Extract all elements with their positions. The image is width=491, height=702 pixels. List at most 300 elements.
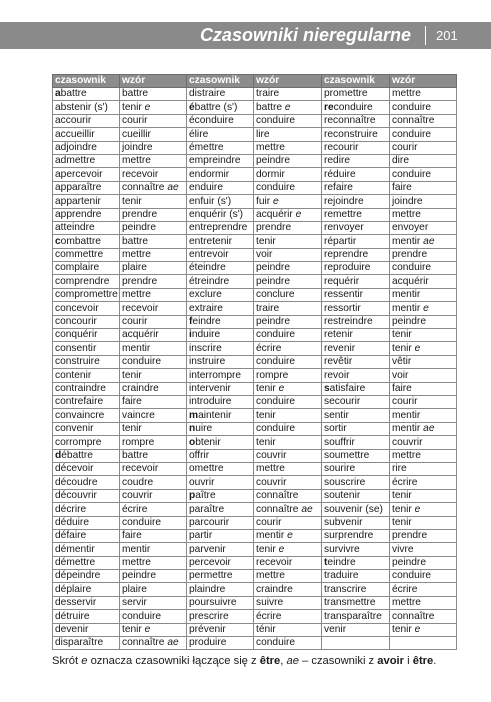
table-cell-pattern: connaître ae (120, 181, 187, 194)
table-cell-pattern: peindre (120, 570, 187, 583)
table-cell-pattern: mettre (390, 449, 457, 462)
table-cell-pattern: peindre (254, 154, 322, 167)
table-row (53, 88, 457, 101)
table-cell-verb: adjoindre (53, 141, 120, 154)
table-cell-verb: convenir (53, 422, 120, 435)
table-cell-pattern: conduire (390, 262, 457, 275)
table-cell-pattern: courir (120, 114, 187, 127)
verb-prefix-bold: d (55, 449, 62, 461)
table-row (53, 489, 457, 502)
auxiliary-marker: ae (301, 503, 313, 515)
table-cell-pattern: mentir ae (390, 422, 457, 435)
footnote-text: . (433, 655, 437, 667)
table-cell-verb: reconnaître (322, 114, 390, 127)
table-cell-verb: découvrir (53, 489, 120, 502)
table-cell-pattern: mentir ae (390, 235, 457, 248)
table-cell-verb: déduire (53, 516, 120, 529)
table-cell-pattern: tenir (120, 369, 187, 382)
table-cell-verb: concourir (53, 315, 120, 328)
table-cell-verb: contenir (53, 369, 120, 382)
table-cell-verb: dépeindre (53, 570, 120, 583)
table-cell-verb: transmettre (322, 596, 390, 609)
table-cell-verb: promettre (322, 88, 390, 101)
table-cell-pattern: recevoir (120, 462, 187, 475)
irregular-verbs-table (52, 74, 457, 650)
table-cell-pattern: battre (120, 88, 187, 101)
table-cell-pattern: tenir e (120, 623, 187, 636)
table-cell-verb: poursuivre (187, 596, 254, 609)
table-cell-verb: contraindre (53, 382, 120, 395)
table-cell-verb: parcourir (187, 516, 254, 529)
column-header-pattern: wzór (254, 75, 322, 88)
table-cell-pattern (390, 637, 457, 650)
table-cell-verb: sourire (322, 462, 390, 475)
table-cell-pattern: tenir (254, 436, 322, 449)
table-cell-verb: ouvrir (187, 476, 254, 489)
table-cell-verb: consentir (53, 342, 120, 355)
footnote-mark-ae: ae (286, 655, 299, 667)
footnote-text: i (404, 655, 413, 667)
footnote-avoir: avoir (377, 655, 405, 667)
table-cell-pattern: courir (390, 395, 457, 408)
auxiliary-marker: e (144, 101, 151, 113)
table-row (53, 436, 457, 449)
table-cell-verb: apprendre (53, 208, 120, 221)
verb-prefix-bold: t (324, 557, 328, 569)
table-cell-pattern: tenir (390, 516, 457, 529)
table-cell-pattern: connaître (390, 610, 457, 623)
table-cell-verb: déplaire (53, 583, 120, 596)
footnote-text: , (280, 655, 287, 667)
table-cell-verb: revêtir (322, 355, 390, 368)
table-row (53, 637, 457, 650)
verb-prefix-bold: m (189, 409, 199, 421)
footnote-mark-e: e (81, 655, 88, 667)
table-cell-pattern: traire (254, 88, 322, 101)
table-cell-verb: apercevoir (53, 168, 120, 181)
table-cell-verb: teindre (322, 556, 390, 569)
table-cell-verb: subvenir (322, 516, 390, 529)
table-cell-pattern: conduire (390, 168, 457, 181)
table-cell-verb: transparaître (322, 610, 390, 623)
table-row (53, 114, 457, 127)
table-cell-pattern: peindre (390, 556, 457, 569)
table-row (53, 141, 457, 154)
table-cell-pattern: rompre (254, 369, 322, 382)
table-row (53, 181, 457, 194)
table-cell-verb: percevoir (187, 556, 254, 569)
verb-prefix-bold: re (324, 101, 334, 113)
table-cell-pattern: envoyer (390, 221, 457, 234)
table-cell-verb: retenir (322, 329, 390, 342)
table-cell-pattern: tenir e (254, 543, 322, 556)
table-row (53, 369, 457, 382)
table-cell-verb: entretenir (187, 235, 254, 248)
table-cell-verb: reproduire (322, 262, 390, 275)
table-cell-verb: offrir (187, 449, 254, 462)
table-row (53, 610, 457, 623)
table-cell-pattern: faire (120, 395, 187, 408)
table-cell-verb: surprendre (322, 529, 390, 542)
table-cell-verb: feindre (187, 315, 254, 328)
table-row (53, 262, 457, 275)
table-cell-verb: plaindre (187, 583, 254, 596)
footnote-etre: être (412, 655, 434, 667)
table-cell-pattern: connaître (390, 114, 457, 127)
auxiliary-marker: e (414, 503, 421, 515)
table-cell-pattern: craindre (120, 382, 187, 395)
table-row (53, 342, 457, 355)
header-separator (425, 26, 426, 45)
table-cell-pattern: coudre (120, 476, 187, 489)
table-cell-pattern: acquérir (390, 275, 457, 288)
table-cell-verb: émettre (187, 141, 254, 154)
table-row (53, 409, 457, 422)
table-cell-verb: paître (187, 489, 254, 502)
table-cell-pattern: ténir (254, 623, 322, 636)
auxiliary-marker: ae (423, 235, 435, 247)
table-cell-pattern: couvrir (390, 436, 457, 449)
table-row (53, 208, 457, 221)
table-cell-pattern: acquérir (120, 329, 187, 342)
table-cell-verb: conquérir (53, 329, 120, 342)
table-row (53, 583, 457, 596)
auxiliary-marker: e (284, 101, 291, 113)
page-number: 201 (436, 28, 458, 43)
table-row (53, 476, 457, 489)
table-cell-verb: revenir (322, 342, 390, 355)
table-row (53, 529, 457, 542)
table-cell-verb: souvenir (se) (322, 503, 390, 516)
table-cell-verb: inscrire (187, 342, 254, 355)
table-cell-verb: enfuir (s') (187, 195, 254, 208)
table-cell-verb: complaire (53, 262, 120, 275)
table-cell-verb: survivre (322, 543, 390, 556)
table-cell-verb: nuire (187, 422, 254, 435)
table-cell-verb: ressortir (322, 302, 390, 315)
table-cell-verb (322, 637, 390, 650)
table-cell-pattern: traire (254, 302, 322, 315)
table-cell-pattern: courir (254, 516, 322, 529)
column-header-pattern: wzór (390, 75, 457, 88)
table-row (53, 168, 457, 181)
table-cell-verb: paraître (187, 503, 254, 516)
table-cell-pattern: conduire (254, 355, 322, 368)
table-cell-pattern: mettre (390, 88, 457, 101)
table-row (53, 422, 457, 435)
table-cell-pattern: conduire (120, 610, 187, 623)
table-cell-verb: concevoir (53, 302, 120, 315)
verb-prefix-bold: s (324, 382, 330, 394)
table-row (53, 128, 457, 141)
table-cell-pattern: écrire (390, 476, 457, 489)
table-cell-pattern: recevoir (120, 302, 187, 315)
table-row (53, 221, 457, 234)
table-cell-pattern: tenir (120, 422, 187, 435)
table-cell-pattern: tenir (254, 235, 322, 248)
table-cell-verb: atteindre (53, 221, 120, 234)
table-cell-pattern: joindre (390, 195, 457, 208)
table-cell-pattern: tenir (254, 409, 322, 422)
table-cell-pattern: battre (120, 449, 187, 462)
table-cell-verb: empreindre (187, 154, 254, 167)
table-cell-verb: élire (187, 128, 254, 141)
table-cell-pattern: conduire (254, 395, 322, 408)
table-cell-pattern: mettre (254, 462, 322, 475)
table-cell-pattern: écrire (254, 342, 322, 355)
table-cell-pattern: connaître ae (120, 637, 187, 650)
table-cell-pattern: dormir (254, 168, 322, 181)
table-cell-pattern: peindre (120, 221, 187, 234)
table-cell-verb: décevoir (53, 462, 120, 475)
table-cell-verb: distraire (187, 88, 254, 101)
table-cell-verb: éconduire (187, 114, 254, 127)
table-cell-pattern: faire (120, 529, 187, 542)
table-cell-pattern: faire (390, 382, 457, 395)
table-cell-pattern: recevoir (254, 556, 322, 569)
table-row (53, 101, 457, 114)
table-cell-pattern: faire (390, 181, 457, 194)
table-cell-verb: débattre (53, 449, 120, 462)
verb-prefix-bold: c (55, 235, 61, 247)
table-cell-pattern: lire (254, 128, 322, 141)
verb-prefix-bold: f (189, 316, 193, 328)
table-cell-pattern: conduire (254, 637, 322, 650)
table-cell-verb: apparaître (53, 181, 120, 194)
table-cell-pattern: tenir e (120, 101, 187, 114)
table-cell-verb: défaire (53, 529, 120, 542)
footnote-text: Skrót (52, 655, 82, 667)
table-row (53, 195, 457, 208)
table-cell-pattern: voir (390, 369, 457, 382)
table-row (53, 302, 457, 315)
table-cell-pattern: connaître (254, 489, 322, 502)
table-cell-pattern: couvrir (254, 449, 322, 462)
column-header-pattern: wzór (120, 75, 187, 88)
table-cell-verb: décrire (53, 503, 120, 516)
table-body (53, 88, 457, 650)
table-cell-pattern: voir (254, 248, 322, 261)
table-cell-pattern: mettre (120, 248, 187, 261)
verb-prefix-bold: a (55, 88, 61, 100)
table-cell-verb: abattre (53, 88, 120, 101)
table-cell-pattern: fuir e (254, 195, 322, 208)
table-cell-pattern: mettre (120, 154, 187, 167)
table-cell-pattern: prendre (390, 529, 457, 542)
auxiliary-marker: e (273, 195, 279, 207)
table-row (53, 154, 457, 167)
table-cell-pattern: mettre (254, 570, 322, 583)
table-row (53, 248, 457, 261)
table-cell-pattern: dire (390, 154, 457, 167)
table-cell-pattern: prendre (254, 221, 322, 234)
column-header-verb: czasownik (322, 75, 390, 88)
table-cell-pattern: tenir e (254, 382, 322, 395)
table-cell-verb: soumettre (322, 449, 390, 462)
table-cell-pattern: prendre (120, 275, 187, 288)
column-header-verb: czasownik (187, 75, 254, 88)
table-cell-pattern: conduire (254, 329, 322, 342)
table-cell-verb: recourir (322, 141, 390, 154)
table-cell-verb: desservir (53, 596, 120, 609)
auxiliary-marker: e (144, 624, 151, 636)
table-cell-verb: éteindre (187, 262, 254, 275)
table-cell-pattern: mentir (390, 409, 457, 422)
auxiliary-marker: e (278, 543, 285, 555)
table-cell-verb: venir (322, 623, 390, 636)
table-cell-verb: combattre (53, 235, 120, 248)
table-cell-verb: réduire (322, 168, 390, 181)
auxiliary-marker: e (287, 530, 293, 542)
table-cell-pattern: couvrir (120, 489, 187, 502)
table-cell-verb: sortir (322, 422, 390, 435)
table-cell-verb: compromettre (53, 288, 120, 301)
auxiliary-marker: e (278, 382, 285, 394)
table-cell-pattern: tenir e (390, 503, 457, 516)
table-cell-verb: abstenir (s') (53, 101, 120, 114)
auxiliary-marker: e (295, 208, 302, 220)
table-cell-verb: partir (187, 529, 254, 542)
table-cell-verb: entreprendre (187, 221, 254, 234)
table-row (53, 315, 457, 328)
table-cell-verb: restreindre (322, 315, 390, 328)
table-cell-pattern: peindre (254, 262, 322, 275)
table-cell-verb: enduire (187, 181, 254, 194)
table-cell-pattern: rire (390, 462, 457, 475)
table-cell-pattern: courir (390, 141, 457, 154)
table-row (53, 382, 457, 395)
table-cell-verb: entrevoir (187, 248, 254, 261)
table-cell-verb: obtenir (187, 436, 254, 449)
table-cell-verb: convaincre (53, 409, 120, 422)
table-cell-verb: reconduire (322, 101, 390, 114)
table-cell-pattern: écrire (120, 503, 187, 516)
auxiliary-marker: ae (423, 423, 435, 435)
table-cell-verb: enquérir (s') (187, 208, 254, 221)
table-cell-pattern: craindre (254, 583, 322, 596)
table-cell-verb: appartenir (53, 195, 120, 208)
table-cell-pattern: conduire (390, 128, 457, 141)
table-cell-pattern: vivre (390, 543, 457, 556)
table-cell-verb: revoir (322, 369, 390, 382)
table-cell-verb: démentir (53, 543, 120, 556)
table-cell-verb: souscrire (322, 476, 390, 489)
table-cell-verb: produire (187, 637, 254, 650)
table-cell-pattern: vêtir (390, 355, 457, 368)
table-cell-pattern: conduire (390, 101, 457, 114)
table-cell-pattern: connaître ae (254, 503, 322, 516)
table-cell-pattern: mettre (120, 288, 187, 301)
table-cell-pattern: tenir e (390, 623, 457, 636)
table-cell-verb: requérir (322, 275, 390, 288)
auxiliary-marker: e (414, 342, 421, 354)
table-cell-verb: exclure (187, 288, 254, 301)
table-cell-verb: soutenir (322, 489, 390, 502)
table-cell-verb: renvoyer (322, 221, 390, 234)
table-cell-verb: instruire (187, 355, 254, 368)
table-row (53, 275, 457, 288)
table-cell-pattern: tenir (390, 329, 457, 342)
column-header-verb: czasownik (53, 75, 120, 88)
table-cell-pattern: peindre (254, 275, 322, 288)
table-cell-pattern: suivre (254, 596, 322, 609)
table-cell-verb: ébattre (s') (187, 101, 254, 114)
table-row (53, 623, 457, 636)
table-cell-pattern: tenir (120, 195, 187, 208)
table-cell-verb: reconstruire (322, 128, 390, 141)
table-cell-pattern: rompre (120, 436, 187, 449)
table-cell-pattern: mentir e (390, 302, 457, 315)
table-cell-pattern: plaire (120, 583, 187, 596)
table-cell-verb: induire (187, 329, 254, 342)
table-cell-verb: construire (53, 355, 120, 368)
table-cell-verb: répartir (322, 235, 390, 248)
table-cell-verb: étreindre (187, 275, 254, 288)
table-row (53, 288, 457, 301)
table-row (53, 395, 457, 408)
table-cell-verb: intervenir (187, 382, 254, 395)
table-cell-pattern: tenir (390, 489, 457, 502)
table-row (53, 543, 457, 556)
table-cell-verb: prévenir (187, 623, 254, 636)
table-cell-verb: prescrire (187, 610, 254, 623)
table-cell-pattern: conclure (254, 288, 322, 301)
table-cell-pattern: conduire (120, 516, 187, 529)
table-cell-verb: rejoindre (322, 195, 390, 208)
table-cell-pattern: plaire (120, 262, 187, 275)
table-cell-pattern: écrire (254, 610, 322, 623)
table-cell-pattern: cueillir (120, 128, 187, 141)
table-cell-pattern: conduire (120, 355, 187, 368)
table-cell-pattern: courir (120, 315, 187, 328)
auxiliary-marker: ae (167, 182, 179, 194)
table-cell-verb: accueillir (53, 128, 120, 141)
verb-prefix-bold: é (189, 101, 195, 113)
page-title: Czasowniki nieregularne (199, 25, 411, 45)
footnote-etre: être (259, 655, 281, 667)
footnote-text: oznacza czasowniki łączące się z (87, 655, 260, 667)
table-cell-verb: devenir (53, 623, 120, 636)
table-cell-pattern: mentir (390, 288, 457, 301)
table-cell-pattern: peindre (390, 315, 457, 328)
table-cell-pattern: prendre (120, 208, 187, 221)
table-cell-pattern: acquérir e (254, 208, 322, 221)
table-cell-verb: traduire (322, 570, 390, 583)
table-cell-verb: introduire (187, 395, 254, 408)
verb-prefix-bold: n (189, 423, 196, 435)
table-cell-pattern: mettre (254, 141, 322, 154)
table-row (53, 516, 457, 529)
table-cell-verb: refaire (322, 181, 390, 194)
table-cell-verb: parvenir (187, 543, 254, 556)
verb-prefix-bold: o (189, 436, 196, 448)
table-row (53, 449, 457, 462)
table-cell-verb: démettre (53, 556, 120, 569)
footnote (52, 654, 482, 668)
table-cell-verb: maintenir (187, 409, 254, 422)
table-cell-verb: accourir (53, 114, 120, 127)
footnote-text: – czasowniki z (298, 655, 378, 667)
table-row (53, 556, 457, 569)
table-cell-pattern: mettre (390, 596, 457, 609)
table-cell-pattern: tenir e (390, 342, 457, 355)
table-cell-verb: reprendre (322, 248, 390, 261)
table-cell-pattern: conduire (254, 181, 322, 194)
table-row (53, 329, 457, 342)
table-cell-verb: satisfaire (322, 382, 390, 395)
table-cell-pattern: vaincre (120, 409, 187, 422)
table-cell-pattern: joindre (120, 141, 187, 154)
